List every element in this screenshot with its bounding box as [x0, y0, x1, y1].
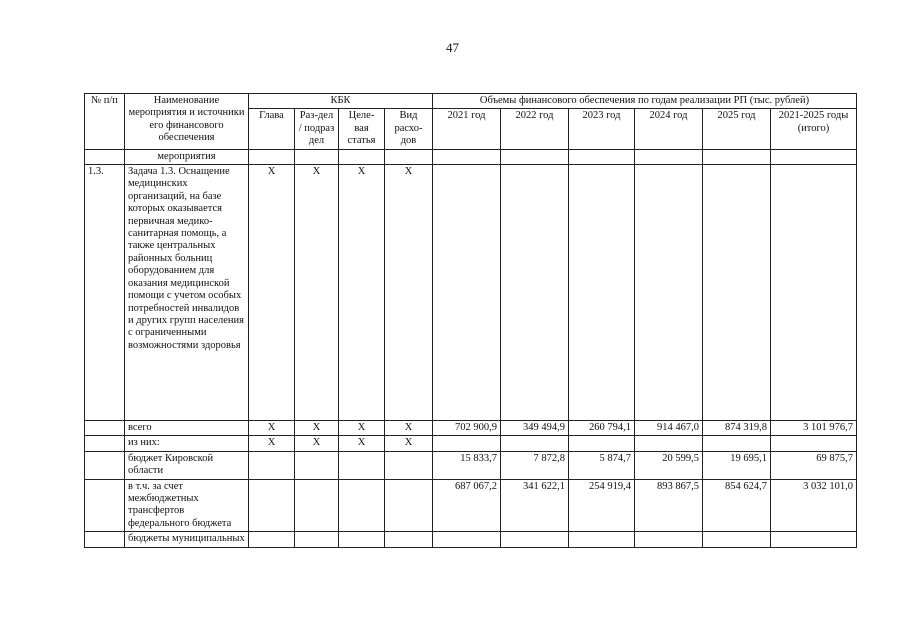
header-kbk-statya: Целе-вая статья	[339, 109, 385, 149]
header-year-total: 2021-2025 годы (итого)	[771, 109, 857, 149]
kbk-mark: X	[249, 421, 295, 436]
header-kbk-glava: Глава	[249, 109, 295, 149]
kbk-mark: X	[249, 436, 295, 451]
value-cell: 687 067,2	[433, 479, 501, 532]
header-volumes: Объемы финансового обеспечения по годам реализации РП (тыс. рублей)	[433, 94, 857, 109]
table-row	[85, 532, 857, 547]
header-year: 2025 год	[703, 109, 771, 149]
financing-table	[84, 93, 857, 548]
table-row	[85, 436, 857, 451]
value-cell	[703, 532, 771, 547]
header-year: 2024 год	[635, 109, 703, 149]
value-cell: 702 900,9	[433, 421, 501, 436]
kbk-mark: X	[295, 421, 339, 436]
header-row-1	[85, 94, 857, 109]
kbk-mark	[249, 479, 295, 532]
kbk-mark	[339, 451, 385, 479]
value-cell	[569, 436, 635, 451]
kbk-mark: X	[339, 421, 385, 436]
task-num: 1.3.	[85, 165, 125, 421]
value-cell: 893 867,5	[635, 479, 703, 532]
value-cell-total: 69 875,7	[771, 451, 857, 479]
value-cell	[703, 436, 771, 451]
value-cell	[433, 436, 501, 451]
value-cell	[635, 532, 703, 547]
task-name: Задача 1.3. Оснащение медицинских организаций, на базе которых оказывается первичная медико-санитарная помощь, а также центральных районных больниц оборудованием для оказания медицинской помощи с учетом особых потребностей инвалидов и других групп населения с ограниченными возможностями здоровья	[125, 165, 249, 421]
kbk-mark	[339, 479, 385, 532]
page-number: 47	[446, 40, 459, 55]
kbk-mark: X	[385, 436, 433, 451]
kbk-mark: X	[339, 165, 385, 421]
value-cell: 260 794,1	[569, 421, 635, 436]
row-label: бюджет Кировской области	[125, 451, 249, 479]
kbk-mark: X	[295, 436, 339, 451]
header-year: 2021 год	[433, 109, 501, 149]
kbk-mark	[339, 532, 385, 547]
value-cell-total: 3 101 976,7	[771, 421, 857, 436]
kbk-mark: X	[339, 436, 385, 451]
header-name-continuation: мероприятия	[125, 149, 249, 164]
value-cell: 5 874,7	[569, 451, 635, 479]
kbk-mark: X	[295, 165, 339, 421]
header-name: Наименование мероприятия и источники его финансового обеспечения	[125, 94, 249, 150]
kbk-mark	[385, 451, 433, 479]
value-cell: 254 919,4	[569, 479, 635, 532]
value-cell: 874 319,8	[703, 421, 771, 436]
value-cell-total: 3 032 101,0	[771, 479, 857, 532]
kbk-mark	[295, 479, 339, 532]
value-cell	[433, 532, 501, 547]
value-cell	[635, 436, 703, 451]
row-label: из них:	[125, 436, 249, 451]
value-cell-total	[771, 532, 857, 547]
kbk-mark	[385, 479, 433, 532]
header-kbk-razdel: Раз-дел / подраз дел	[295, 109, 339, 149]
row-label: всего	[125, 421, 249, 436]
header-continuation-row	[85, 149, 857, 164]
value-cell: 19 695,1	[703, 451, 771, 479]
value-cell: 341 622,1	[501, 479, 569, 532]
header-year: 2022 год	[501, 109, 569, 149]
kbk-mark	[249, 532, 295, 547]
value-cell: 7 872,8	[501, 451, 569, 479]
kbk-mark	[295, 451, 339, 479]
value-cell: 349 494,9	[501, 421, 569, 436]
header-kbk-vid: Вид расхо-дов	[385, 109, 433, 149]
kbk-mark	[385, 532, 433, 547]
table-row	[85, 451, 857, 479]
kbk-mark: X	[385, 421, 433, 436]
value-cell: 914 467,0	[635, 421, 703, 436]
kbk-mark: X	[385, 165, 433, 421]
task-row	[85, 165, 857, 421]
value-cell	[569, 532, 635, 547]
header-kbk: КБК	[249, 94, 433, 109]
value-cell: 15 833,7	[433, 451, 501, 479]
kbk-mark: X	[249, 165, 295, 421]
value-cell: 20 599,5	[635, 451, 703, 479]
value-cell	[501, 532, 569, 547]
header-num: № п/п	[85, 94, 125, 150]
value-cell	[501, 436, 569, 451]
row-label: бюджеты муниципальных	[125, 532, 249, 547]
kbk-mark	[295, 532, 339, 547]
table-row	[85, 421, 857, 436]
value-cell-total	[771, 436, 857, 451]
row-label: в т.ч. за счет межбюджетных трансфертов федерального бюджета	[125, 479, 249, 532]
value-cell: 854 624,7	[703, 479, 771, 532]
kbk-mark	[249, 451, 295, 479]
header-year: 2023 год	[569, 109, 635, 149]
table-row	[85, 479, 857, 532]
